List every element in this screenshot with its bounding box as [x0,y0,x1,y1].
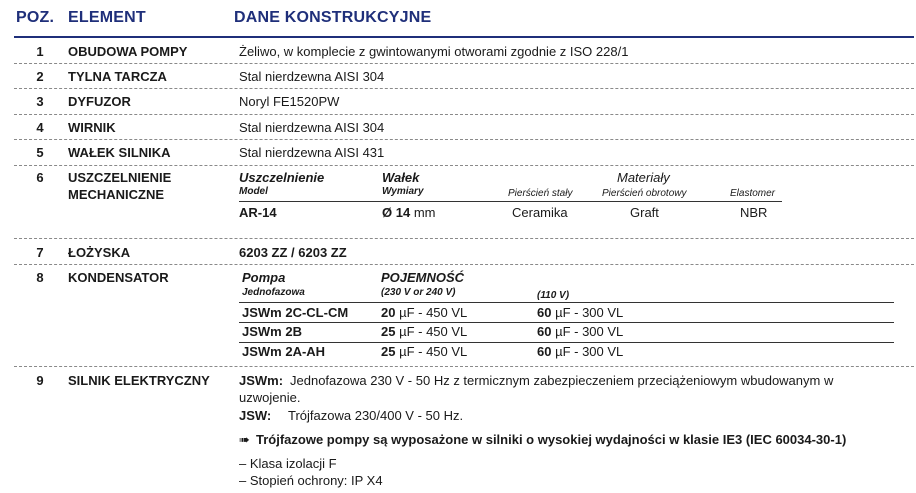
capacitor-value-110-num: 60 [537,324,552,339]
capacitor-value-110-unit: µF - 300 VL [551,324,624,339]
shaft-size [382,205,435,221]
row-divider [14,238,914,239]
row-num: 5 [36,145,44,160]
capacity-col-header: POJEMNOŚĆ [381,270,465,285]
row-value: Żeliwo, w komplecie z gwintowanymi otworami zgodnie z ISO 228/1 [239,44,629,59]
row-divider [14,366,914,367]
row-name: WIRNIK [68,120,116,135]
mat-rotating-value: Graft [630,205,659,220]
pump-col-subheader: Jednofazowa [242,287,305,298]
motor-jsw-text: Trójfazowa 230/400 V - 50 Hz. [288,408,464,423]
row-value: Stal nierdzewna AISI 431 [239,145,385,160]
row-name: MECHANICZNE [68,187,165,202]
motor-jswm-text: Jednofazowa 230 V - 50 Hz z termicznym zabezpieczeniem przeciążeniowym wbudowanym w [290,373,834,388]
motor-protection: – Stopień ochrony: IP X4 [239,473,383,488]
materials-header: Materiały [617,170,670,185]
row-num: 9 [36,373,44,388]
row-name: TYLNA TARCZA [68,69,167,84]
motor-ie3-note: Trójfazowe pompy są wyposażone w silniki o wysokiej wydajności w klasie IE3 (IEC 60034-30-1) [256,432,847,447]
capacitor-pump: JSWm 2A-AH [242,344,326,359]
capacitor-row-rule [239,342,894,343]
row-divider [14,114,914,115]
row-value: Stal nierdzewna AISI 304 [239,120,385,135]
row-num: 8 [36,270,44,285]
row-divider [14,63,914,64]
capacity-col-subheader: (230 V or 240 V) [381,287,456,298]
seal-col-header: Uszczelnienie [239,170,325,185]
pump-col-header: Pompa [242,270,286,285]
seal-model: AR-14 [239,205,277,220]
row-name: SILNIK ELEKTRYCZNY [68,373,210,388]
mat-fixed-value: Ceramika [512,205,568,220]
motor-insulation: – Klasa izolacji F [239,456,337,471]
capacitor-value-230 [381,324,467,340]
header-rule [14,36,914,38]
bearings-value: 6203 ZZ / 6203 ZZ [239,245,347,260]
motor-jswm-text: uzwojenie. [239,390,301,405]
row-divider [14,88,914,89]
capacitor-value-110 [537,344,623,360]
row-num: 7 [36,245,44,260]
capacitor-row-rule [239,322,894,323]
mat-elastomer-value: NBR [740,205,768,220]
row-num: 4 [36,120,44,135]
row-num: 3 [36,94,44,109]
header-poz: POZ. [16,9,55,26]
row-name: DYFUZOR [68,94,131,109]
row-num: 1 [36,44,44,59]
row-num: 2 [36,69,44,84]
row-name: OBUDOWA POMPY [68,44,188,59]
header-element: ELEMENT [68,9,146,26]
row-divider [14,139,914,140]
capacitor-header-rule [239,302,894,303]
mat-rotating-header: Pierścień obrotowy [602,188,687,199]
capacity-110-header: (110 V) [537,290,570,301]
row-divider [14,165,914,166]
shaft-size-value: Ø 14 [382,205,411,220]
capacitor-value-110-unit: µF - 300 VL [551,305,624,320]
motor-jswm-label: JSWm: [239,373,284,388]
capacitor-value-110-unit: µF - 300 VL [551,344,624,359]
row-name: ŁOŻYSKA [68,245,131,260]
row-divider [14,264,914,265]
shaft-col-header: Wałek [382,170,420,185]
capacitor-value-110 [537,305,623,321]
arrow-icon: ➠ [239,432,250,447]
mat-elastomer-header: Elastomer [730,188,776,199]
seal-table-rule [239,201,782,202]
capacitor-value-230-unit: µF - 450 VL [395,324,468,339]
capacitor-pump: JSWm 2B [242,324,302,339]
capacitor-pump: JSWm 2C-CL-CM [242,305,349,320]
shaft-col-subheader: Wymiary [382,186,424,197]
header-dane: DANE KONSTRUKCYJNE [234,9,432,26]
seal-col-subheader: Model [239,186,268,197]
shaft-size-unit: mm [413,205,436,220]
capacitor-value-230 [381,344,467,360]
row-value: Stal nierdzewna AISI 304 [239,69,385,84]
motor-jsw-label: JSW: [239,408,272,423]
row-value: Noryl FE1520PW [239,94,340,109]
capacitor-value-110-num: 60 [537,344,552,359]
capacitor-value-230 [381,305,467,321]
row-name: USZCZELNIENIE [68,170,172,185]
capacitor-value-230-num: 20 [381,305,396,320]
capacitor-value-230-num: 25 [381,344,396,359]
capacitor-value-230-unit: µF - 450 VL [395,344,468,359]
capacitor-value-110-num: 60 [537,305,552,320]
mat-fixed-header: Pierścień stały [508,188,573,199]
capacitor-value-110 [537,324,623,340]
row-name: KONDENSATOR [68,270,169,285]
row-name: WAŁEK SILNIKA [68,145,171,160]
capacitor-value-230-unit: µF - 450 VL [395,305,468,320]
capacitor-value-230-num: 25 [381,324,396,339]
row-num: 6 [36,170,44,185]
